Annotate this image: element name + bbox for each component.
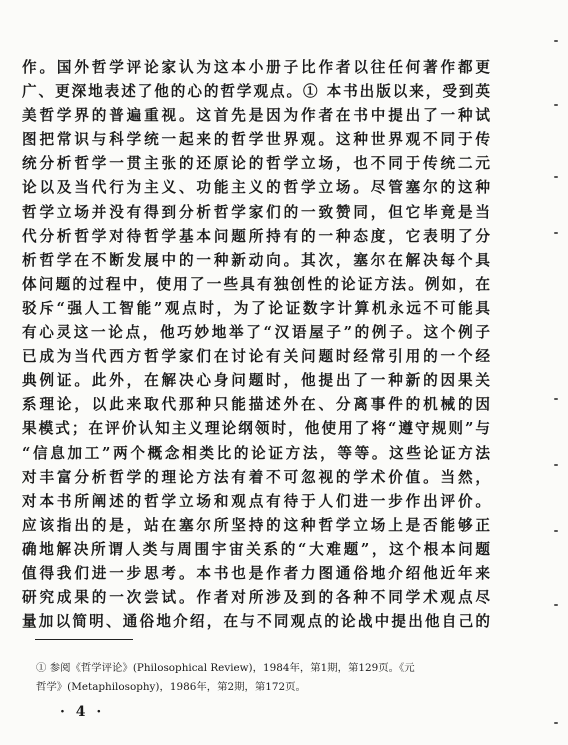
text-line: 美哲学界的普遍重视。这首先是因为作者在书中提出了一种试 [22,107,490,125]
footnote-line: ① 参阅《哲学评论》(Philosophical Review)，1984年，第1期，第129页。《元 [36,662,415,674]
text-line: 析哲学在不断发展中的一种新动向。其次，塞尔在解决每个具 [22,251,490,269]
text-line: 广、更深地表述了他的心的哲学观点。① 本书出版以来，受到英 [22,83,490,101]
footnote-separator [35,639,133,640]
edge-speck [554,464,558,466]
edge-speck [554,722,558,724]
text-line: 量加以简明、通俗地介绍，在与不同观点的论战中提出他自己的 [22,613,490,631]
text-line: 论以及当代行为主义、功能主义的哲学立场。尽管塞尔的这种 [22,179,490,197]
text-line: 果模式；在评价认知主义理论纲领时，他使用了将“遵守规则”与 [22,420,490,438]
text-line: 代分析哲学对待哲学基本问题所持有的一种态度，它表明了分 [22,227,490,245]
text-line: 对本书所阐述的哲学立场和观点有待于人们进一步作出评价。 [22,492,490,510]
text-line: 研究成果的一次尝试。作者对所涉及到的各种不同学术观点尽 [22,589,490,607]
text-line: 典例证。此外，在解决心身问题时，他提出了一种新的因果关 [22,372,490,390]
text-line: 驳斥“强人工智能”观点时，为了论证数字计算机永远不可能具 [22,299,490,317]
text-line: 有心灵这一论点，他巧妙地举了“汉语屋子”的例子。这个例子 [22,324,490,342]
text-line: 图把常识与科学统一起来的哲学世界观。这种世界观不同于传 [22,131,490,149]
page-number: · 4 · [60,704,105,720]
text-line: 已成为当代西方哲学家们在讨论有关问题时经常引用的一个经 [22,348,490,366]
text-line: “信息加工”两个概念相类比的论证方法，等等。这些论证方法 [22,444,490,462]
footnote [36,659,492,697]
text-line: 作。国外哲学评论家认为这本小册子比作者以往任何著作都更 [22,59,490,76]
text-line: 统分析哲学一贯主张的还原论的哲学立场，也不同于传统二元 [22,155,490,173]
edge-speck [554,40,558,42]
body-paragraph [22,56,490,634]
text-line: 体问题的过程中，使用了一些具有独创性的论证方法。例如，在 [22,275,490,293]
text-line: 应该指出的是，站在塞尔所坚持的这种哲学立场上是否能够正 [22,516,490,534]
text-line: 哲学立场并没有得到分析哲学家们的一致赞同，但它毕竟是当 [22,203,490,221]
text-line: 系理论，以此来取代那种只能描述外在、分离事件的机械的因 [22,396,490,414]
edge-speck [554,398,558,400]
footnote-line: 哲学》(Metaphilosophy)，1986年，第2期，第172页。 [36,681,306,693]
edge-speck [554,176,558,178]
text-line: 确地解决所谓人类与周围宇宙关系的“大难题”，这个根本问题 [22,540,490,558]
edge-speck [554,604,558,606]
edge-speck [554,232,558,234]
text-line: 对丰富分析哲学的理论方法有着不可忽视的学术价值。当然， [22,468,490,486]
edge-speck [554,104,558,106]
text-line: 值得我们进一步思考。本书也是作者力图通俗地介绍他近年来 [22,564,490,582]
edge-speck [554,530,558,532]
